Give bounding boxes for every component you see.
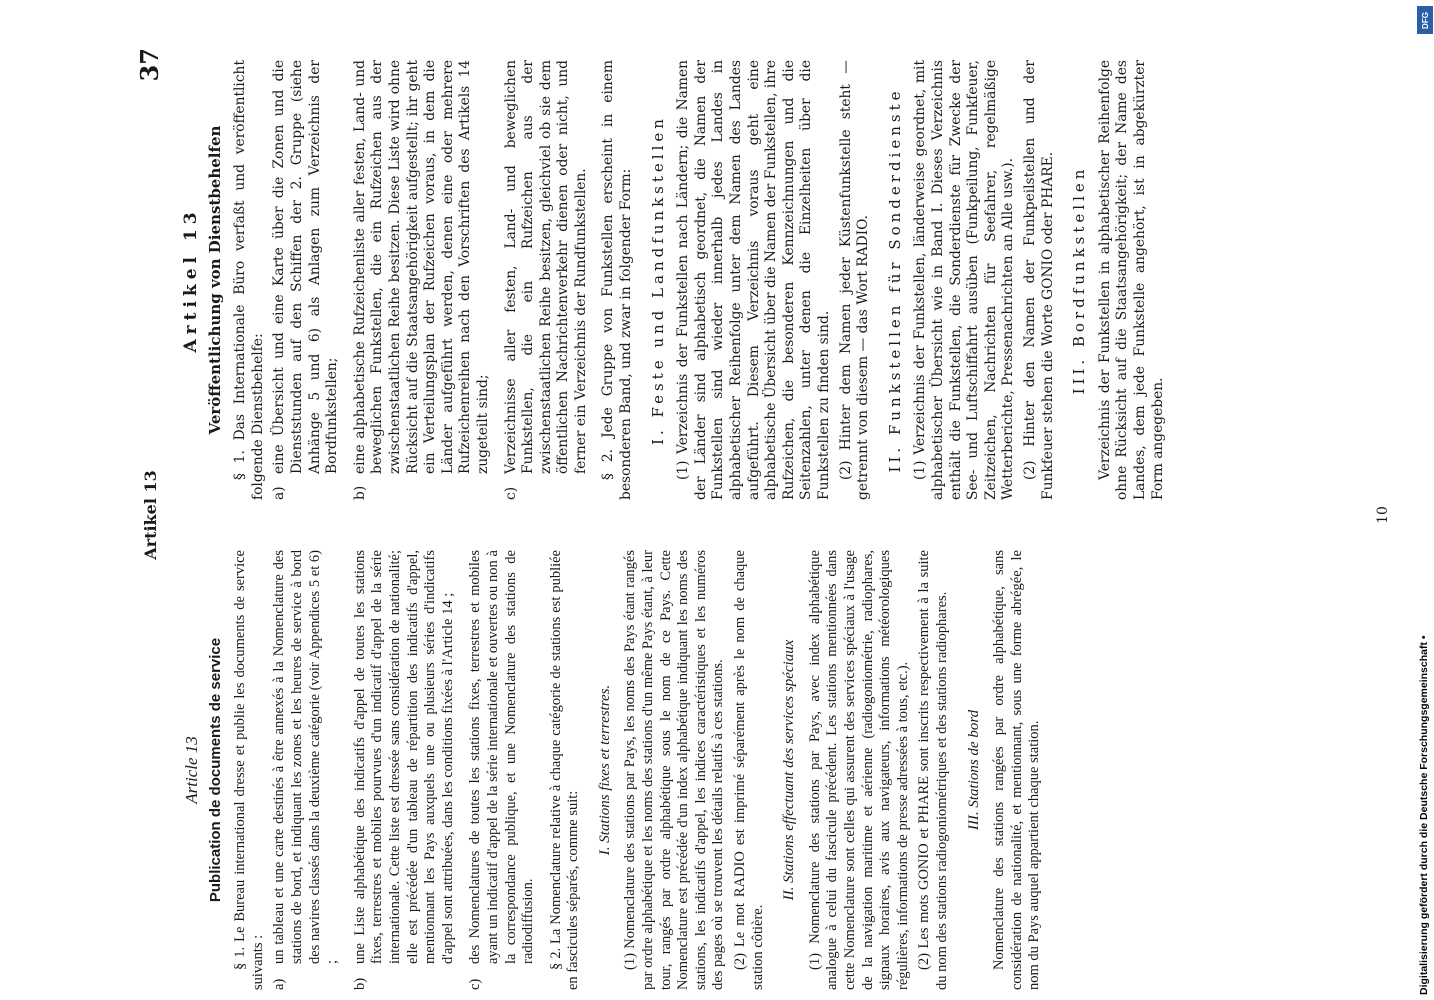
french-item-b-label: b) — [351, 977, 368, 990]
french-section-1-para-2: (2) Le mot RADIO est imprimé séparément après le nom de chaque station côtière. — [732, 550, 766, 990]
french-item-b — [352, 550, 458, 990]
french-section-2-heading: II. Stations effectuant des services spéciaux — [781, 639, 798, 901]
german-column — [179, 60, 1359, 500]
german-item-a-text: eine Übersicht und eine Karte über die Zonen und die Dienststunden auf den Schiffen der 2. Gruppe (siehe Anhänge 5 und 6) als Anlagen zum Verzeichnis der Bordfunkstellen; — [271, 60, 341, 474]
french-paragraph-2: § 2. La Nomenclature relative à chaque catégorie de stations est publiée en fascicules séparés, comme suit: — [547, 550, 582, 990]
french-column — [179, 550, 1359, 990]
french-item-c — [467, 550, 537, 990]
page-number: 37 — [135, 48, 164, 82]
german-item-a — [271, 60, 341, 500]
dfg-logo — [1417, 6, 1433, 34]
french-article-subtitle: Publication de documents de service — [206, 637, 224, 903]
french-item-a-text: un tableau et une carte destinés à être annexés à la Nomenclature des stations de bord, et indiquant les zones et les heures de service à bord des navires classés dans la deuxième catégorie (voir Appendices 5 et 6) ; — [271, 550, 341, 964]
french-section-1-para-1: (1) Nomenclature des stations par Pays, les noms des Pays étant rangés par ordre alphabétique et les noms des stations d'un même Pays étant, à leur tour, rangés par ordre alphabétique sous le nom de ce Pays. Cette Nomenclature est précédée d'un index alphabétique indiquant les noms des stations, les indicatifs d'appel, les indices caractéristiques et les numéros des pages où se trouvent les détails relatifs à ces stations. — [622, 550, 727, 990]
german-item-c-label: c) — [502, 486, 519, 500]
document-page — [135, 40, 1434, 990]
german-item-b — [352, 60, 493, 500]
french-paragraph-1: § 1. Le Bureau international dresse et publie les documents de service suivants : — [232, 550, 266, 990]
french-section-2-para-1: (1) Nomenclature des stations par Pays, avec index alphabétique analogue à celui du fascicule précédent. Les stations mentionnées dans cette Nomenclature sont celles qui assurent des services spéciaux à l'usage de la navigation maritime et aérienne (radiogoniométrie, radiophares, signaux horaires, avis aux navigateurs, informations météorologiques régulières, informations de presse adressées à tous, etc.). — [806, 550, 911, 990]
french-item-c-text: des Nomenclatures de toutes les stations fixes, terrestres et mobiles ayant un indicatif d'appel de la série internationale et ouvertes ou non à la correspondance publique, et une Nomenclature des stations de radiodiffusion. — [467, 550, 537, 964]
german-item-b-text: eine alphabetische Rufzeichenliste aller festen, Land- und beweglichen Funkstellen, die ein Rufzeichen aus der zwischenstaatlichen Reihe besitzen. Diese Liste wird ohne Rücksicht auf die Staatsangehörigkeit aufgestellt; ihr geht ein Verteilungsplan der Rufzeichen voraus, in dem die Länder aufgeführt werden, denen eine oder mehrere Rufzeichenreihen nach den Vorschriften des Artikels 14 zugeteilt sind; — [351, 60, 491, 474]
french-section-1-heading: I. Stations fixes et terrestres. — [596, 684, 613, 856]
german-section-2-para-2: (2) Hinter den Namen der Funkpeilstellen und der Funkfeuer stehen die Worte GONIO oder PHARE. — [1021, 60, 1056, 500]
footer-number: 10 — [1375, 506, 1391, 524]
german-paragraph-1: § 1. Das Internationale Büro verfaßt und veröffentlicht folgende Dienstbehelfe: — [232, 60, 266, 500]
german-section-1-heading: I. Feste und Landfunkstellen — [648, 115, 667, 445]
german-paragraph-2: § 2. Jede Gruppe von Funkstellen erscheint in einem besonderen Band, und zwar in folgender Form: — [600, 60, 635, 500]
digitization-credit: Digitalisierung gefördert durch die Deutsche Forschungsgemeinschaft • — [1418, 635, 1430, 995]
running-head — [135, 40, 175, 990]
french-section-3-heading: III. Stations de bord — [965, 709, 982, 831]
german-section-3-heading: III. Bordfunkstellen — [1070, 165, 1089, 395]
german-item-b-label: b) — [351, 485, 368, 500]
german-article-subtitle: Veröffentlichung von Dienstbehelfen — [205, 125, 224, 435]
french-item-b-text: une Liste alphabétique des indicatifs d'appel de toutes les stations fixes, terrestres et mobiles pourvues d'un indicatif d'appel de la série internationale. Cette liste est dressée sans considération de nationalité; elle est précédée d'un tableau de répartition des indicatifs d'appel, mentionnant les Pays auxquels une ou plusieurs séries d'indicatifs d'appel sont attribuées, dans les conditions fixées à l'Article 14 ; — [351, 550, 456, 964]
french-item-a — [271, 550, 341, 990]
french-section-2-para-2: (2) Les mots GONIO et PHARE sont inscrits respectivement à la suite du nom des stations radiogoniométriques et des stations radiophares. — [916, 550, 950, 990]
german-section-3-para-1: Verzeichnis der Funkstellen in alphabetischer Reihenfolge ohne Rücksicht auf die Staatsangehörigkeit; der Name des Landes, dem jede Funkstelle angehört, ist in abgekürzter Form angegeben. — [1096, 60, 1166, 500]
running-head-title: Artikel 13 — [141, 470, 160, 560]
german-item-a-label: a) — [271, 486, 288, 500]
german-section-2-heading: II. Funkstellen für Sonderdienste — [885, 87, 904, 473]
dfg-logo-text: DFG — [1420, 11, 1430, 29]
german-item-c — [503, 60, 591, 500]
german-item-c-text: Verzeichnisse aller festen, Land- und beweglichen Funkstellen, die ein Rufzeichen aus der zwischenstaatlichen Reihe besitzen, gleichviel ob sie dem öffentlichen Nachrichtenverkehr dienen oder nicht, und ferner ein Verzeichnis der Rundfunkstellen. — [502, 60, 589, 474]
german-section-1-para-2: (2) Hinter dem Namen jeder Küstenfunkstelle steht — getrennt von diesem — das Wort RADIO. — [837, 60, 872, 500]
french-article-title: Article 13 — [182, 736, 201, 804]
german-article-title: Artikel 13 — [181, 207, 201, 353]
french-item-c-label: c) — [467, 978, 484, 990]
german-section-1-para-1: (1) Verzeichnis der Funkstellen nach Ländern; die Namen der Länder sind alphabetisch geordnet, die Namen der Funkstellen sind wieder innerhalb jedes Landes in alphabetischer Reihenfolge unter dem Namen des Landes aufgeführt. Diesem Verzeichnis voraus geht eine alphabetische Übersicht über die Namen der Funkstellen, ihre Rufzeichen, die besonderen Kennzeichnungen und die Seitenzahlen, unter denen die Einzelheiten über die Funkstellen zu finden sind. — [675, 60, 832, 500]
french-item-a-label: a) — [271, 978, 288, 990]
german-section-2-para-1: (1) Verzeichnis der Funkstellen, länderweise geordnet, mit alphabetischer Übersicht wie in Band I. Dieses Verzeichnis enthält die Funkstellen, die Sonderdienste für Zwecke der See- und Luftschiffahrt ausüben (Funkpeilung, Funkfeuer, Zeitzeichen, Nachrichten für Seefahrer, regelmäßige Wetterberichte, Pressenachrichten an Alle usw.). — [912, 60, 1017, 500]
french-section-3-para-1: Nomenclature des stations rangées par ordre alphabétique, sans considération de nationalité, et mentionnant, sous une forme abrégée, le nom du Pays auquel appartient chaque station. — [991, 550, 1043, 990]
